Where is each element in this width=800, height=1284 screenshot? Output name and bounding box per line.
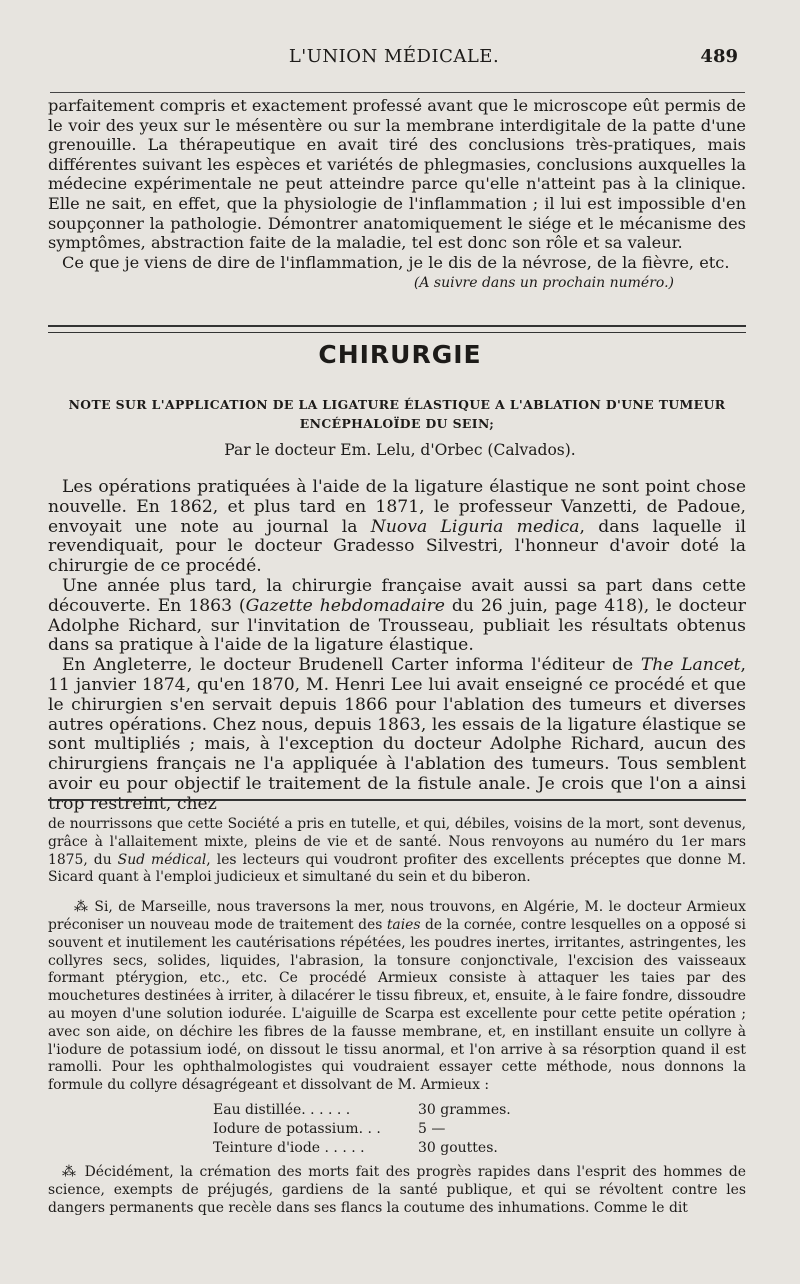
formula-quantity: 5 — bbox=[418, 1120, 446, 1137]
to-be-continued-note: (A suivre dans un prochain numéro.) bbox=[413, 275, 674, 292]
journal-name: Nuova Liguria medica bbox=[370, 516, 580, 537]
continued-article bbox=[48, 96, 746, 294]
formula-row bbox=[213, 1101, 746, 1120]
article-body bbox=[48, 478, 746, 815]
emphasized-word: taies bbox=[386, 916, 421, 933]
formula-quantity: 30 gouttes. bbox=[418, 1139, 498, 1156]
footnotes bbox=[48, 816, 746, 1217]
journal-name: Sud médical bbox=[117, 851, 207, 868]
formula-ingredient: Iodure de potassium. . . bbox=[213, 1120, 381, 1137]
article-paragraph: En Angleterre, le docteur Brudenell Carter informa l'éditeur de The Lancet, 11 janvier 1874, qu'en 1870, M. Henri Lee lui avait enseigné ce procédé et que le chirurgien s'en servait depuis 1866 pour l'ablation des tumeurs et diverses autres opérations. Chez nous, depuis 1863, les essais de la ligature élastique se sont multipliés ; mais, à l'exception du docteur Adolphe Richard, aucun des chirurgiens français ne l'a appliquée à l'ablation des tumeurs. Tous semblent avoir eu pour objectif le traitement de la fistule anale. Je crois que l'on a ainsi trop restreint, chez bbox=[48, 655, 746, 814]
article-paragraph: Les opérations pratiquées à l'aide de la ligature élastique ne sont point chose nouvelle. En 1862, et plus tard en 1871, le professeur Vanzetti, de Padoue, envoyait une note au journal la Nuova Liguria medica, dans laquelle il revendiquait, pour le docteur Gradesso Silvestri, l'honneur d'avoir doté la chirurgie de ce procédé. bbox=[48, 477, 746, 577]
formula-quantity: 30 grammes. bbox=[418, 1101, 511, 1118]
footnote-paragraph: ⁂ Si, de Marseille, nous traversons la mer, nous trouvons, en Algérie, M. le docteur Armieux préconiser un nouveau mode de traitement des taies de la cornée, contre lesquelles on a opposé si souvent et inutilement les cautérisations répétées, les poudres inertes, irritantes, astringentes, les collyres secs, solides, liquides, l'abrasion, la tonsure conjonctivale, l'excision des vaisseaux formant ptérygion, etc., etc. Ce procédé Armieux consiste à attaquer les taies par des mouchetures destinées à irriter, à dilacérer le tissu fibreux, et, ensuite, à le faire fondre, dissoudre au moyen d'une solution iodurée. L'aiguille de Scarpa est excellente pour cette petite opération ; avec son aide, on déchire les fibres de la fausse membrane, et, en instillant ensuite un collyre à l'iodure de potassium iodé, on dissout le tissu anormal, et l'on arrive à sa résorption quand il est ramolli. Pour les ophthalmologistes qui voudraient essayer cette méthode, nous donnons la formule du collyre désagrégeant et dissolvant de M. Armieux : bbox=[48, 899, 746, 1094]
journal-name: Gazette hebdomadaire bbox=[245, 595, 445, 616]
running-head bbox=[50, 46, 738, 76]
header-rule bbox=[50, 92, 745, 93]
footnote-paragraph: de nourrissons que cette Société a pris en tutelle, et qui, débiles, voisins de la mort, sont devenus, grâce à l'allaitement mixte, pleins de vie et de santé. Nous renvoyons au numéro du 1er mars 1875, du Sud médical, les lecteurs qui voudront profiter des excellents préceptes que donne M. Sicard quant à l'emploi judicieux et simultané du sein et du biberon. bbox=[48, 816, 746, 886]
section-title: CHIRURGIE bbox=[318, 340, 482, 369]
article-title: NOTE SUR L'APPLICATION DE LA LIGATURE ÉLASTIQUE A L'ABLATION D'UNE TUMEUR ENCÉPHALOÏDE DU SEIN; bbox=[68, 397, 726, 431]
formula-ingredient: Eau distillée. . . . . . bbox=[213, 1101, 351, 1118]
article-byline: Par le docteur Em. Lelu, d'Orbec (Calvados). bbox=[224, 441, 576, 459]
section-divider bbox=[48, 325, 746, 333]
continued-paragraph: parfaitement compris et exactement professé avant que le microscope eût permis de le voir des yeux sur le mésentère ou sur la membrane interdigitale de la patte d'une grenouille. La thérapeutique en avait tiré des conclusions très-pratiques, mais différentes suivant les espèces et variétés de phlegmasies, conclusions auxquelles la médecine expérimentale ne peut atteindre parce qu'elle n'atteint pas à la clinique. Elle ne sait, en effet, que la physiologie de l'inflammation ; il lui est impossible d'en soupçonner la pathologie. Démontrer anatomiquement le siége et le mécanisme des symptômes, abstraction faite de la maladie, tel est donc son rôle et sa valeur. bbox=[48, 96, 746, 253]
page-number: 489 bbox=[700, 46, 738, 67]
footnote-paragraph: ⁂ Décidément, la crémation des morts fait des progrès rapides dans l'esprit des hommes de science, exempts de préjugés, gardiens de la santé publique, et qui se révoltent contre les dangers permanents que recèle dans ses flancs la coutume des inhumations. Comme le dit bbox=[48, 1163, 746, 1216]
formula-ingredient: Teinture d'iode . . . . . bbox=[213, 1139, 365, 1156]
collyre-formula bbox=[213, 1101, 746, 1158]
formula-row bbox=[213, 1120, 746, 1139]
journal-title: L'UNION MÉDICALE. bbox=[288, 46, 500, 67]
continued-paragraph: Ce que je viens de dire de l'inflammation, je le dis de la névrose, de la fièvre, etc. bbox=[62, 252, 730, 272]
journal-name: The Lancet bbox=[640, 655, 741, 676]
article-paragraph: Une année plus tard, la chirurgie française avait aussi sa part dans cette découverte. En 1863 (Gazette hebdomadaire du 26 juin, page 418), le docteur Adolphe Richard, sur l'invitation de Trousseau, publiait les résultats obtenus dans sa pratique à l'aide de la ligature élastique. bbox=[48, 575, 746, 656]
footnote-separator bbox=[48, 799, 746, 801]
formula-row bbox=[213, 1139, 746, 1158]
